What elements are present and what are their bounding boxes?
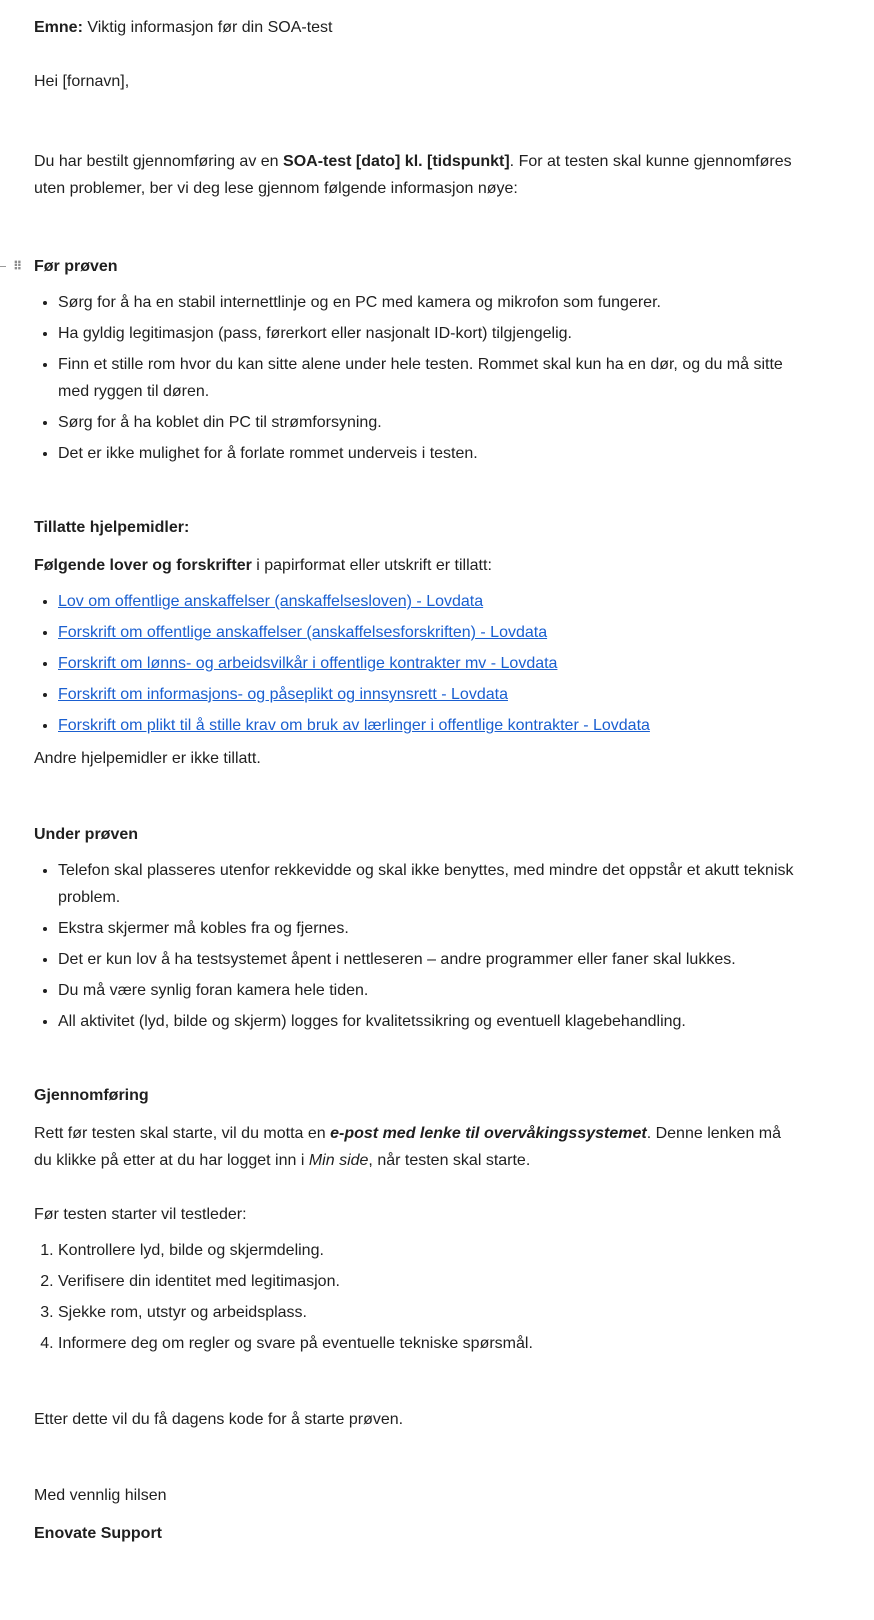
link-anskaffelsesloven[interactable]: Lov om offentlige anskaffelser (anskaffelsesloven) - Lovdata (58, 593, 484, 610)
list-item: • Sørg for å ha en stabil internettlinje og en PC med kamera og mikrofon som fungerer. (58, 289, 794, 316)
execution-steps (34, 1237, 794, 1357)
link-lonns-arbeidsvilkar[interactable]: Forskrift om lønns- og arbeidsvilkår i offentlige kontrakter mv - Lovdata (58, 655, 558, 672)
execution-min-side: Min side (308, 1152, 369, 1169)
list-item: • Telefon skal plasseres utenfor rekkevidde og skal ikke benyttes, med mindre det oppstår et akutt teknisk problem. (58, 857, 794, 911)
list-item: 3. Sjekke rom, utstyr og arbeidsplass. (58, 1299, 794, 1326)
section-heading-before (13, 253, 794, 280)
list-item (58, 650, 794, 677)
before-list (34, 289, 794, 467)
section-heading-aids: Tillatte hjelpemidler: (34, 519, 190, 536)
during-list (34, 857, 794, 1035)
list-item: 1. Kontrollere lyd, bilde og skjermdeling. (58, 1237, 794, 1264)
execution-text-b: . Denne lenken må du klikke på etter at du har logget inn i (34, 1125, 782, 1169)
execution-text-c: , når testen skal starte. (368, 1152, 531, 1169)
list-item: • Ha gyldig legitimasjon (pass, førerkort eller nasjonalt ID-kort) tilgjengelig. (58, 320, 794, 347)
aids-lead-rest: i papirformat eller utskrift er tillatt: (251, 557, 492, 574)
subject-text: Viktig informasjon før din SOA-test (82, 19, 333, 36)
intro-part2: . For at testen skal kunne gjennomføres uten problemer, ber vi deg lese gjennom følgende informasjon nøye: (34, 153, 792, 197)
list-item (58, 619, 794, 646)
list-item: • Sørg for å ha koblet din PC til strømforsyning. (58, 409, 794, 436)
execution-paragraph (34, 1120, 794, 1174)
section-heading-during: Under prøven (34, 826, 139, 843)
greeting: Hei [fornavn], (34, 73, 130, 90)
section-heading-execution: Gjennomføring (34, 1087, 149, 1104)
subject-label: Emne: (34, 19, 83, 36)
execution-text-a: Rett før testen skal starte, vil du motta en (34, 1125, 331, 1142)
list-item: 4. Informere deg om regler og svare på eventuelle tekniske spørsmål. (58, 1330, 794, 1357)
intro-paragraph (34, 148, 794, 202)
list-item: • Det er kun lov å ha testsystemet åpent i nettleseren – andre programmer eller faner skal lukkes. (58, 946, 794, 973)
signature: Enovate Support (34, 1525, 163, 1542)
subject-line (34, 14, 794, 41)
heading-before-text: Før prøven (34, 258, 118, 275)
list-item: • Finn et stille rom hvor du kan sitte alene under hele testen. Rommet skal kun ha en dør, og du må sitte med ryggen til døren. (58, 351, 794, 405)
link-laerlinger[interactable]: Forskrift om plikt til å stille krav om bruk av lærlinger i offentlige kontrakter - Lovdata (58, 717, 650, 734)
drag-handle-icon[interactable]: ⠿ (13, 259, 22, 273)
intro-part1: Du har bestilt gjennomføring av en (34, 153, 284, 170)
link-anskaffelsesforskriften[interactable]: Forskrift om offentlige anskaffelser (anskaffelsesforskriften) - Lovdata (58, 624, 548, 641)
signoff: Med vennlig hilsen (34, 1487, 167, 1504)
list-item: • All aktivitet (lyd, bilde og skjerm) logges for kvalitetssikring og eventuell klagebehandling. (58, 1008, 794, 1035)
execution-email-link-phrase: e-post med lenke til overvåkingssystemet (330, 1125, 647, 1142)
link-informasjonsplikt[interactable]: Forskrift om informasjons- og påseplikt og innsynsrett - Lovdata (58, 686, 508, 703)
drag-guide-line (0, 266, 6, 267)
list-item (58, 681, 794, 708)
aids-footer: Andre hjelpemidler er ikke tillatt. (34, 750, 261, 767)
aids-link-list (34, 588, 794, 739)
list-item (58, 712, 794, 739)
list-item: • Det er ikke mulighet for å forlate rommet underveis i testen. (58, 440, 794, 467)
intro-test-time: SOA-test [dato] kl. [tidspunkt] (283, 153, 510, 170)
list-item: • Du må være synlig foran kamera hele tiden. (58, 977, 794, 1004)
execution-final: Etter dette vil du få dagens kode for å starte prøven. (34, 1411, 404, 1428)
list-item: • Ekstra skjermer må kobles fra og fjernes. (58, 915, 794, 942)
list-item: 2. Verifisere din identitet med legitimasjon. (58, 1268, 794, 1295)
execution-lead: Før testen starter vil testleder: (34, 1206, 247, 1223)
aids-lead-bold: Følgende lover og forskrifter (34, 557, 252, 574)
list-item (58, 588, 794, 615)
email-document (13, 14, 794, 1547)
aids-lead (34, 552, 794, 579)
